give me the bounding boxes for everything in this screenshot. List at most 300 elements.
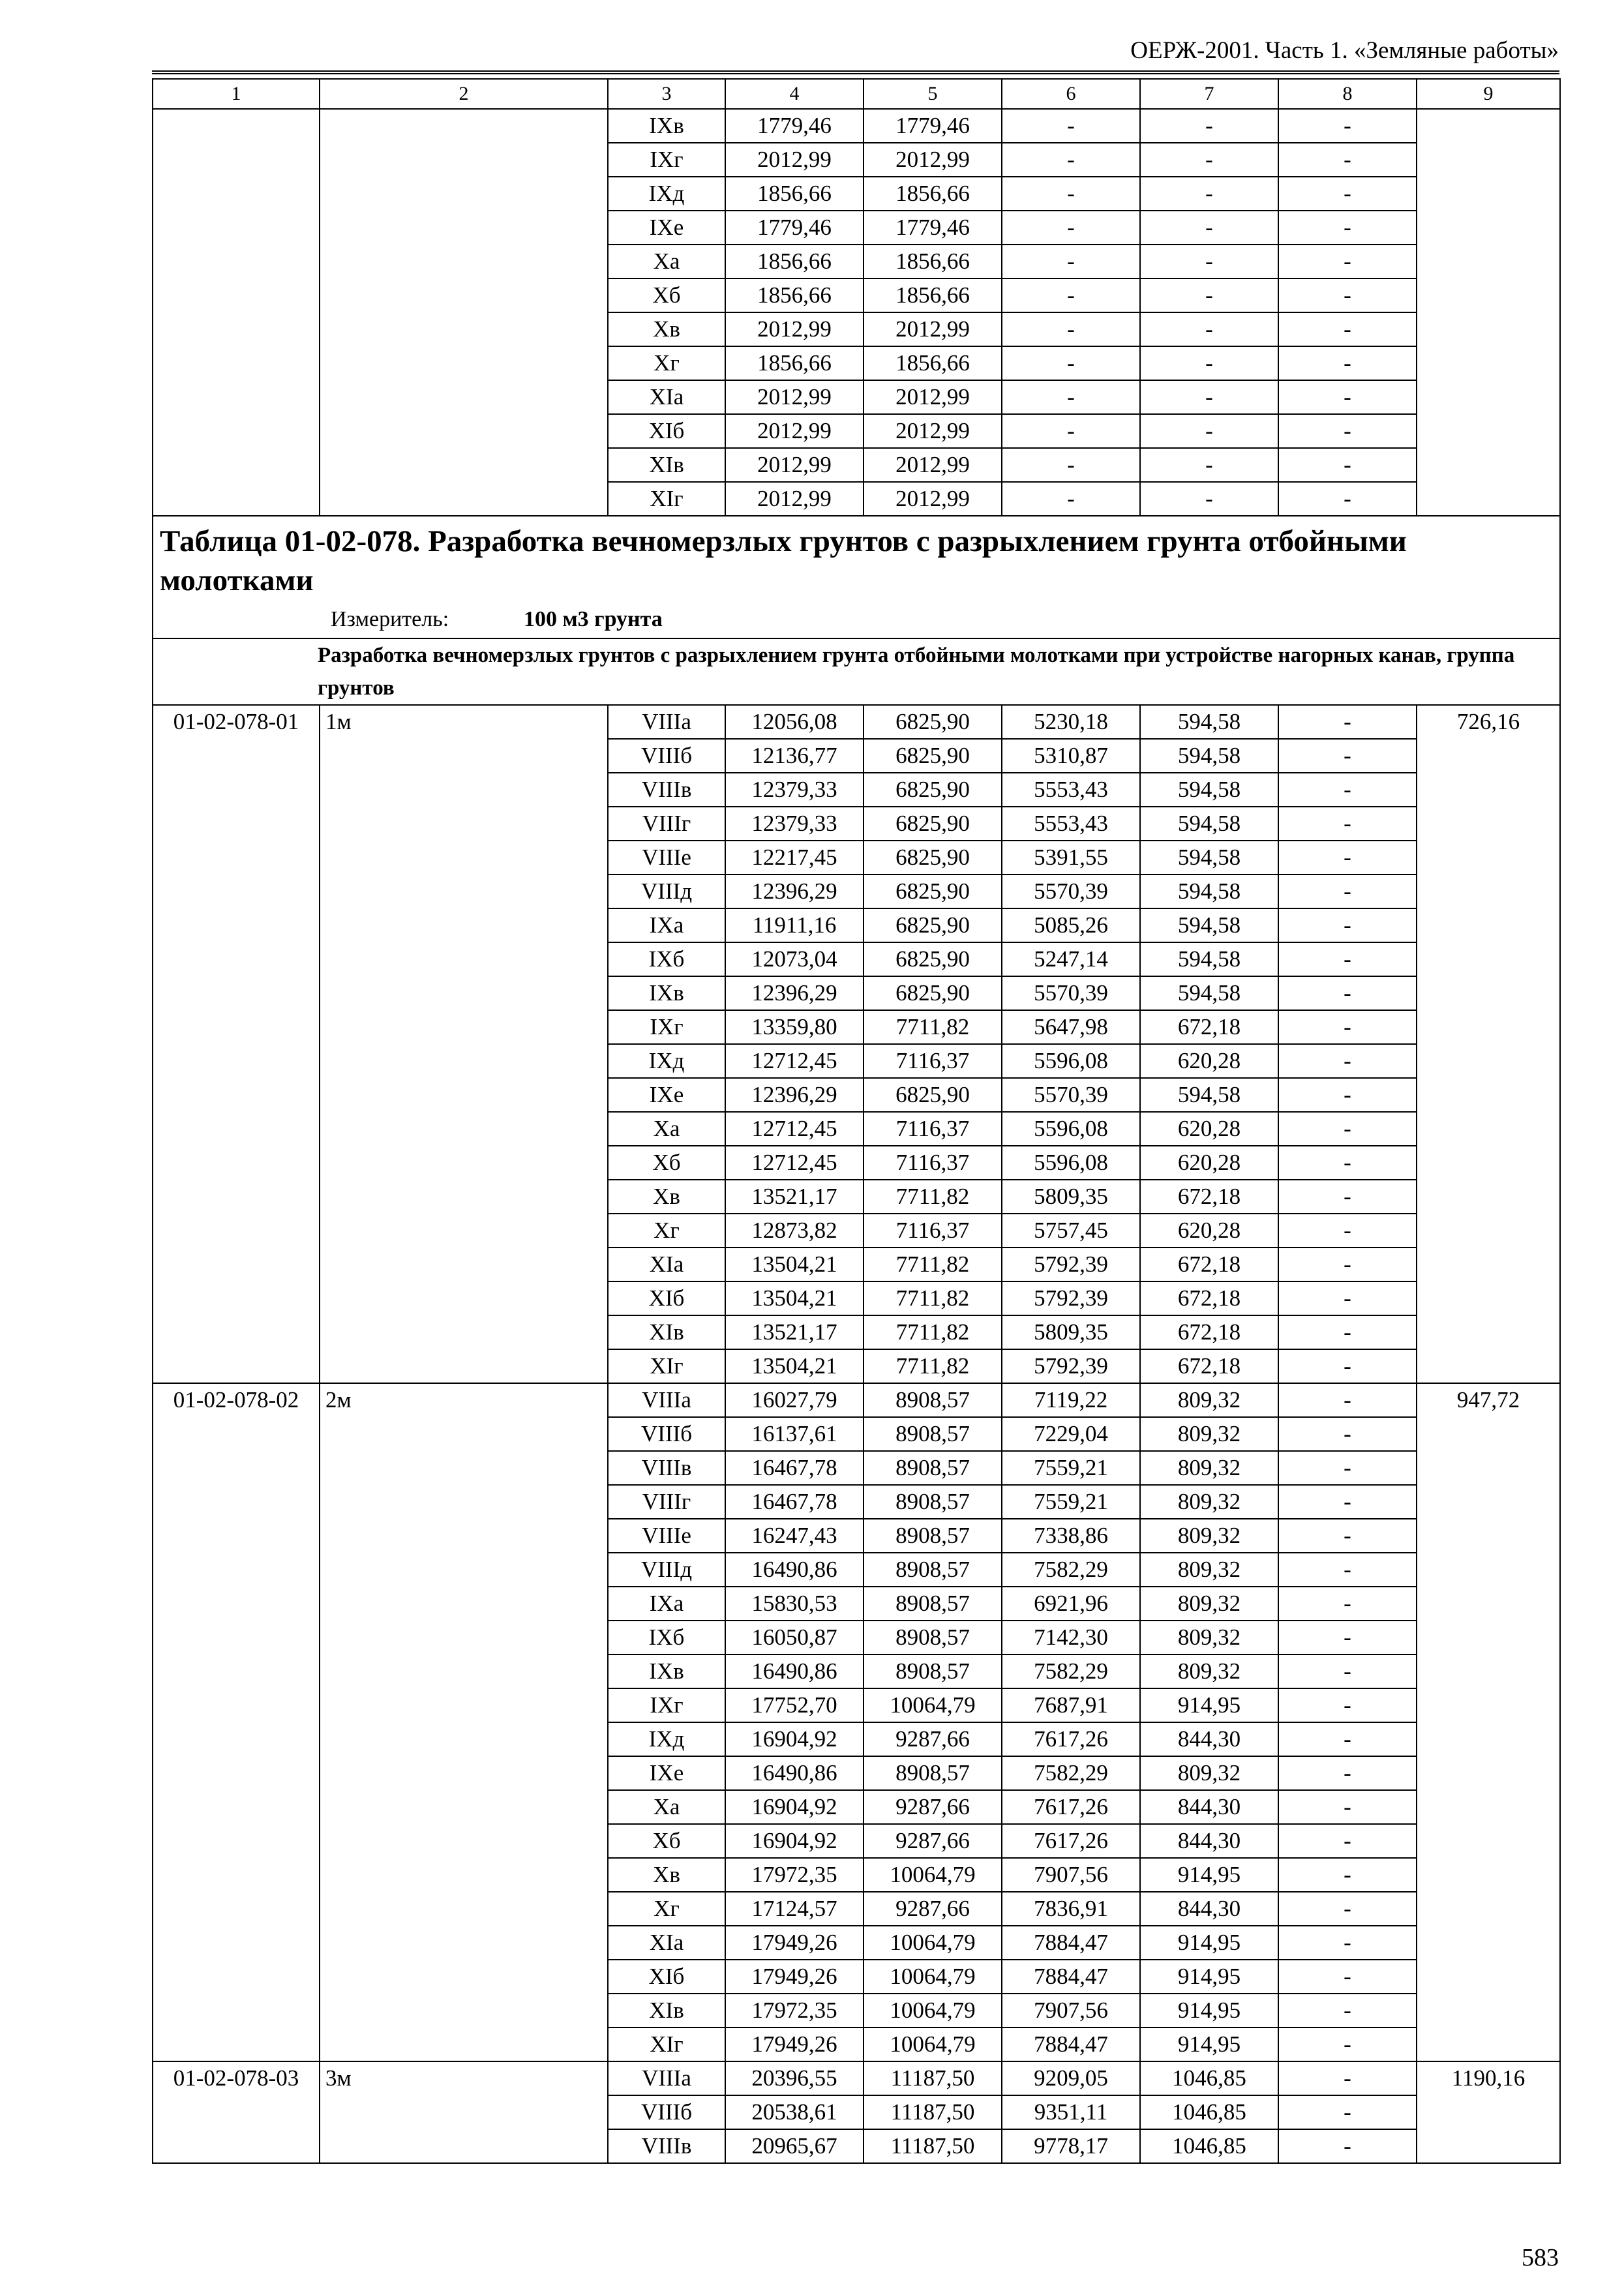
value-cell: 11911,16 bbox=[725, 908, 864, 942]
value-cell: - bbox=[1278, 1926, 1417, 1960]
value-cell: 5247,14 bbox=[1002, 942, 1140, 976]
value-cell: - bbox=[1140, 177, 1278, 211]
value-cell: 914,95 bbox=[1140, 1926, 1278, 1960]
value-cell: 7582,29 bbox=[1002, 1756, 1140, 1790]
value-cell: - bbox=[1002, 414, 1140, 448]
value-cell: 594,58 bbox=[1140, 942, 1278, 976]
value-cell: 2012,99 bbox=[725, 414, 864, 448]
soil-group-cell: XIб bbox=[608, 1960, 725, 1994]
table-row bbox=[153, 705, 1560, 739]
soil-group-cell: VIIIв bbox=[608, 773, 725, 807]
value-cell: 17972,35 bbox=[725, 1858, 864, 1892]
meter-value: 100 м3 грунта bbox=[524, 607, 663, 631]
value-cell: 594,58 bbox=[1140, 841, 1278, 875]
value-cell: 16050,87 bbox=[725, 1621, 864, 1654]
soil-group-cell: VIIIд bbox=[608, 1553, 725, 1587]
rates-table bbox=[152, 78, 1561, 2164]
column-number: 3 bbox=[608, 79, 725, 109]
value-cell: 844,30 bbox=[1140, 1722, 1278, 1756]
value-cell: 7116,37 bbox=[864, 1044, 1002, 1078]
soil-group-cell: IXг bbox=[608, 1688, 725, 1722]
value-cell: 12396,29 bbox=[725, 875, 864, 908]
value-cell: - bbox=[1278, 1587, 1417, 1621]
value-cell: 13504,21 bbox=[725, 1248, 864, 1281]
value-cell: - bbox=[1140, 380, 1278, 414]
value-cell: 809,32 bbox=[1140, 1654, 1278, 1688]
table-row bbox=[153, 1383, 1560, 1417]
value-cell: 6825,90 bbox=[864, 739, 1002, 773]
value-cell: 7617,26 bbox=[1002, 1790, 1140, 1824]
value-cell: 1779,46 bbox=[864, 109, 1002, 143]
value-cell: - bbox=[1278, 976, 1417, 1010]
value-cell: 594,58 bbox=[1140, 739, 1278, 773]
value-cell: 844,30 bbox=[1140, 1790, 1278, 1824]
value-cell: - bbox=[1140, 278, 1278, 312]
soil-group-cell: IXб bbox=[608, 942, 725, 976]
soil-group-cell: VIIIб bbox=[608, 2095, 725, 2129]
value-cell: 5792,39 bbox=[1002, 1349, 1140, 1383]
value-cell: - bbox=[1002, 380, 1140, 414]
value-cell: 12073,04 bbox=[725, 942, 864, 976]
rate-code: 01-02-078-02 bbox=[153, 1383, 320, 2061]
value-cell: 7884,47 bbox=[1002, 1926, 1140, 1960]
value-cell: - bbox=[1278, 1654, 1417, 1688]
table-row bbox=[153, 109, 1560, 143]
soil-group-cell: IXе bbox=[608, 1078, 725, 1112]
value-cell: 16027,79 bbox=[725, 1383, 864, 1417]
value-cell: 2012,99 bbox=[864, 380, 1002, 414]
value-cell: 594,58 bbox=[1140, 807, 1278, 841]
value-cell: - bbox=[1278, 1790, 1417, 1824]
value-cell: 7907,56 bbox=[1002, 1858, 1140, 1892]
value-cell: - bbox=[1002, 278, 1140, 312]
column-number: 7 bbox=[1140, 79, 1278, 109]
value-cell: - bbox=[1278, 1553, 1417, 1587]
value-cell: 9351,11 bbox=[1002, 2095, 1140, 2129]
table-title: Таблица 01-02-078. Разработка вечномерзлых грунтов с разрыхлением грунта отбойными молотками bbox=[160, 524, 1407, 597]
value-cell: - bbox=[1278, 1248, 1417, 1281]
soil-group-cell: IXе bbox=[608, 211, 725, 245]
value-cell: 7907,56 bbox=[1002, 1994, 1140, 2027]
value-cell: 20538,61 bbox=[725, 2095, 864, 2129]
value-cell: - bbox=[1278, 1180, 1417, 1214]
rate-code: 01-02-078-01 bbox=[153, 705, 320, 1383]
value-cell: 7559,21 bbox=[1002, 1485, 1140, 1519]
value-cell: 809,32 bbox=[1140, 1451, 1278, 1485]
soil-group-cell: IXв bbox=[608, 109, 725, 143]
value-cell: - bbox=[1278, 1044, 1417, 1078]
value-cell: 7116,37 bbox=[864, 1146, 1002, 1180]
value-cell: 1779,46 bbox=[725, 109, 864, 143]
soil-group-cell: Xв bbox=[608, 1858, 725, 1892]
value-cell: - bbox=[1278, 1892, 1417, 1926]
value-cell: 10064,79 bbox=[864, 1994, 1002, 2027]
value-cell: 7884,47 bbox=[1002, 1960, 1140, 1994]
value-cell: 16247,43 bbox=[725, 1519, 864, 1553]
value-cell: 7711,82 bbox=[864, 1315, 1002, 1349]
value-cell: 1046,85 bbox=[1140, 2129, 1278, 2163]
value-cell: 809,32 bbox=[1140, 1553, 1278, 1587]
value-cell: - bbox=[1278, 1078, 1417, 1112]
value-cell: 672,18 bbox=[1140, 1281, 1278, 1315]
value-cell: - bbox=[1278, 482, 1417, 516]
value-cell: - bbox=[1278, 414, 1417, 448]
value-cell: 7116,37 bbox=[864, 1214, 1002, 1248]
soil-group-cell: XIг bbox=[608, 1349, 725, 1383]
table-body bbox=[153, 79, 1560, 2163]
value-cell: 17949,26 bbox=[725, 2027, 864, 2061]
value-cell: 8908,57 bbox=[864, 1383, 1002, 1417]
value-cell: 1046,85 bbox=[1140, 2095, 1278, 2129]
value-cell: 6825,90 bbox=[864, 942, 1002, 976]
value-cell: - bbox=[1278, 380, 1417, 414]
value-cell: - bbox=[1278, 1519, 1417, 1553]
value-cell: 9778,17 bbox=[1002, 2129, 1140, 2163]
soil-group-cell: XIб bbox=[608, 1281, 725, 1315]
value-cell: - bbox=[1278, 1112, 1417, 1146]
soil-group-cell: Xг bbox=[608, 346, 725, 380]
value-cell: 5757,45 bbox=[1002, 1214, 1140, 1248]
value-cell: - bbox=[1278, 875, 1417, 908]
value-cell: 13521,17 bbox=[725, 1315, 864, 1349]
value-cell: 914,95 bbox=[1140, 1688, 1278, 1722]
value-cell: - bbox=[1278, 278, 1417, 312]
value-cell: - bbox=[1278, 346, 1417, 380]
value-cell: 7711,82 bbox=[864, 1248, 1002, 1281]
rate-name: 1м bbox=[320, 705, 608, 1383]
value-cell: - bbox=[1002, 143, 1140, 177]
value-cell: 10064,79 bbox=[864, 2027, 1002, 2061]
value-cell: 6825,90 bbox=[864, 841, 1002, 875]
value-cell: 844,30 bbox=[1140, 1892, 1278, 1926]
value-cell: - bbox=[1140, 346, 1278, 380]
rate-name: 2м bbox=[320, 1383, 608, 2061]
value-cell: - bbox=[1278, 1010, 1417, 1044]
soil-group-cell: Xа bbox=[608, 1112, 725, 1146]
value-cell: 672,18 bbox=[1140, 1248, 1278, 1281]
value-cell: 1856,66 bbox=[725, 346, 864, 380]
section-title: Разработка вечномерзлых грунтов с разрыхлением грунта отбойными молотками при устройстве нагорных канав, группа грунтов bbox=[153, 638, 1560, 705]
value-cell: 6825,90 bbox=[864, 773, 1002, 807]
value-cell: 7338,86 bbox=[1002, 1519, 1140, 1553]
value-cell: 7711,82 bbox=[864, 1349, 1002, 1383]
value-cell: 672,18 bbox=[1140, 1180, 1278, 1214]
value-cell: 2012,99 bbox=[864, 482, 1002, 516]
value-cell: 9287,66 bbox=[864, 1790, 1002, 1824]
value-cell: 844,30 bbox=[1140, 1824, 1278, 1858]
table-title-cell bbox=[153, 516, 1560, 638]
value-cell: 7142,30 bbox=[1002, 1621, 1140, 1654]
value-cell: 5647,98 bbox=[1002, 1010, 1140, 1044]
value-cell: 7582,29 bbox=[1002, 1553, 1140, 1587]
value-cell: 16904,92 bbox=[725, 1722, 864, 1756]
name-cell-empty bbox=[320, 109, 608, 516]
value-cell: - bbox=[1140, 448, 1278, 482]
value-cell: - bbox=[1278, 1349, 1417, 1383]
soil-group-cell: XIа bbox=[608, 1926, 725, 1960]
value-cell: - bbox=[1278, 2061, 1417, 2095]
soil-group-cell: VIIIб bbox=[608, 739, 725, 773]
value-cell: 5809,35 bbox=[1002, 1180, 1140, 1214]
value-cell: - bbox=[1278, 807, 1417, 841]
value-cell: 16904,92 bbox=[725, 1824, 864, 1858]
value-cell: - bbox=[1002, 177, 1140, 211]
value-cell: 11187,50 bbox=[864, 2129, 1002, 2163]
value-cell: 594,58 bbox=[1140, 773, 1278, 807]
soil-group-cell: VIIIе bbox=[608, 1519, 725, 1553]
value-cell: 6825,90 bbox=[864, 705, 1002, 739]
soil-group-cell: IXб bbox=[608, 1621, 725, 1654]
value-cell: 6825,90 bbox=[864, 976, 1002, 1010]
value-cell: 672,18 bbox=[1140, 1349, 1278, 1383]
code-cell-empty bbox=[153, 109, 320, 516]
value-cell: 7711,82 bbox=[864, 1010, 1002, 1044]
value-cell: 2012,99 bbox=[864, 143, 1002, 177]
value-cell: - bbox=[1278, 1281, 1417, 1315]
soil-group-cell: VIIIв bbox=[608, 1451, 725, 1485]
soil-group-cell: Xб bbox=[608, 278, 725, 312]
value-cell: 12873,82 bbox=[725, 1214, 864, 1248]
column-number: 2 bbox=[320, 79, 608, 109]
soil-group-cell: Xб bbox=[608, 1824, 725, 1858]
value-cell: 5570,39 bbox=[1002, 1078, 1140, 1112]
value-cell: 1856,66 bbox=[864, 245, 1002, 278]
soil-group-cell: IXе bbox=[608, 1756, 725, 1790]
value-cell: 5391,55 bbox=[1002, 841, 1140, 875]
value-cell: 7116,37 bbox=[864, 1112, 1002, 1146]
value-cell: - bbox=[1140, 143, 1278, 177]
value-cell: - bbox=[1278, 1994, 1417, 2027]
value-cell: - bbox=[1278, 1824, 1417, 1858]
value-cell: 5792,39 bbox=[1002, 1281, 1140, 1315]
value-cell: 8908,57 bbox=[864, 1519, 1002, 1553]
soil-group-cell: XIв bbox=[608, 448, 725, 482]
value-cell: 9209,05 bbox=[1002, 2061, 1140, 2095]
value-cell: 672,18 bbox=[1140, 1010, 1278, 1044]
value-cell: 13359,80 bbox=[725, 1010, 864, 1044]
value-cell: - bbox=[1278, 2095, 1417, 2129]
value-cell: - bbox=[1278, 773, 1417, 807]
value-cell: - bbox=[1278, 1451, 1417, 1485]
soil-group-cell: IXв bbox=[608, 976, 725, 1010]
value-cell: 2012,99 bbox=[864, 414, 1002, 448]
value-cell: 12379,33 bbox=[725, 807, 864, 841]
rate-code: 01-02-078-03 bbox=[153, 2061, 320, 2163]
value-cell: 1856,66 bbox=[725, 278, 864, 312]
value-cell: 12217,45 bbox=[725, 841, 864, 875]
value-cell: 12056,08 bbox=[725, 705, 864, 739]
value-cell: 5596,08 bbox=[1002, 1146, 1140, 1180]
soil-group-cell: Xа bbox=[608, 1790, 725, 1824]
soil-group-cell: VIIIд bbox=[608, 875, 725, 908]
value-cell: - bbox=[1278, 942, 1417, 976]
value-cell: 8908,57 bbox=[864, 1756, 1002, 1790]
value-cell: 914,95 bbox=[1140, 1960, 1278, 1994]
value-cell: 7559,21 bbox=[1002, 1451, 1140, 1485]
value-cell: - bbox=[1140, 109, 1278, 143]
value-cell: 20396,55 bbox=[725, 2061, 864, 2095]
value-cell: 15830,53 bbox=[725, 1587, 864, 1621]
value-cell: 6825,90 bbox=[864, 807, 1002, 841]
value-cell: 1856,66 bbox=[725, 245, 864, 278]
value-cell: 7617,26 bbox=[1002, 1722, 1140, 1756]
value-cell: 5310,87 bbox=[1002, 739, 1140, 773]
value-cell: 1856,66 bbox=[864, 278, 1002, 312]
header-rule bbox=[152, 70, 1559, 74]
soil-group-cell: Xг bbox=[608, 1214, 725, 1248]
value-cell: 7711,82 bbox=[864, 1180, 1002, 1214]
column-number: 1 bbox=[153, 79, 320, 109]
value-cell: 8908,57 bbox=[864, 1451, 1002, 1485]
value-cell: 1779,46 bbox=[725, 211, 864, 245]
value-cell: 1046,85 bbox=[1140, 2061, 1278, 2095]
soil-group-cell: XIг bbox=[608, 482, 725, 516]
column-number: 4 bbox=[725, 79, 864, 109]
value-cell: - bbox=[1278, 1146, 1417, 1180]
soil-group-cell: VIIIг bbox=[608, 807, 725, 841]
meter-line bbox=[331, 604, 1553, 635]
value-cell: 9287,66 bbox=[864, 1892, 1002, 1926]
value-cell: 5596,08 bbox=[1002, 1112, 1140, 1146]
column-number: 9 bbox=[1417, 79, 1560, 109]
value-cell: - bbox=[1278, 211, 1417, 245]
value-cell: 17972,35 bbox=[725, 1994, 864, 2027]
meter-label: Измеритель: bbox=[331, 607, 449, 631]
value-cell: - bbox=[1002, 482, 1140, 516]
soil-group-cell: XIг bbox=[608, 2027, 725, 2061]
value-cell: 17949,26 bbox=[725, 1960, 864, 1994]
value-cell: 13521,17 bbox=[725, 1180, 864, 1214]
value-cell: 1856,66 bbox=[864, 177, 1002, 211]
value-cell: - bbox=[1278, 1960, 1417, 1994]
soil-group-cell: XIа bbox=[608, 380, 725, 414]
value-cell: 7884,47 bbox=[1002, 2027, 1140, 2061]
value-cell: 5553,43 bbox=[1002, 807, 1140, 841]
value-cell: 12379,33 bbox=[725, 773, 864, 807]
value-cell: 16490,86 bbox=[725, 1756, 864, 1790]
value-cell: 1779,46 bbox=[864, 211, 1002, 245]
value-cell: - bbox=[1002, 346, 1140, 380]
value-cell: - bbox=[1278, 1315, 1417, 1349]
value-cell: 594,58 bbox=[1140, 908, 1278, 942]
value-cell: 8908,57 bbox=[864, 1417, 1002, 1451]
value-cell: 594,58 bbox=[1140, 1078, 1278, 1112]
value-cell: 809,32 bbox=[1140, 1621, 1278, 1654]
value-cell: 620,28 bbox=[1140, 1044, 1278, 1078]
value-cell: 16467,78 bbox=[725, 1485, 864, 1519]
value-cell: - bbox=[1002, 109, 1140, 143]
value-cell: 5085,26 bbox=[1002, 908, 1140, 942]
value-cell: 9287,66 bbox=[864, 1722, 1002, 1756]
column-number: 5 bbox=[864, 79, 1002, 109]
value-cell: 672,18 bbox=[1140, 1315, 1278, 1349]
value-cell: - bbox=[1278, 908, 1417, 942]
col9-value: 726,16 bbox=[1417, 705, 1560, 1383]
value-cell: - bbox=[1278, 143, 1417, 177]
table-title-row bbox=[153, 516, 1560, 638]
value-cell: 7687,91 bbox=[1002, 1688, 1140, 1722]
col9-value: 947,72 bbox=[1417, 1383, 1560, 2061]
value-cell: 5570,39 bbox=[1002, 976, 1140, 1010]
value-cell: 620,28 bbox=[1140, 1112, 1278, 1146]
value-cell: 7711,82 bbox=[864, 1281, 1002, 1315]
value-cell: 2012,99 bbox=[725, 380, 864, 414]
value-cell: - bbox=[1278, 1417, 1417, 1451]
value-cell: - bbox=[1140, 245, 1278, 278]
soil-group-cell: VIIIа bbox=[608, 1383, 725, 1417]
value-cell: 5553,43 bbox=[1002, 773, 1140, 807]
section-row bbox=[153, 638, 1560, 705]
value-cell: 2012,99 bbox=[725, 143, 864, 177]
value-cell: 809,32 bbox=[1140, 1485, 1278, 1519]
value-cell: - bbox=[1002, 312, 1140, 346]
value-cell: 10064,79 bbox=[864, 1926, 1002, 1960]
value-cell: 5570,39 bbox=[1002, 875, 1140, 908]
value-cell: 16490,86 bbox=[725, 1654, 864, 1688]
soil-group-cell: VIIIе bbox=[608, 841, 725, 875]
value-cell: - bbox=[1278, 245, 1417, 278]
value-cell: - bbox=[1278, 1858, 1417, 1892]
value-cell: 809,32 bbox=[1140, 1383, 1278, 1417]
value-cell: 7582,29 bbox=[1002, 1654, 1140, 1688]
value-cell: 594,58 bbox=[1140, 705, 1278, 739]
value-cell: 914,95 bbox=[1140, 2027, 1278, 2061]
rate-name: 3м bbox=[320, 2061, 608, 2163]
value-cell: 11187,50 bbox=[864, 2061, 1002, 2095]
soil-group-cell: IXв bbox=[608, 1654, 725, 1688]
value-cell: - bbox=[1278, 841, 1417, 875]
value-cell: - bbox=[1278, 1688, 1417, 1722]
value-cell: 16490,86 bbox=[725, 1553, 864, 1587]
value-cell: - bbox=[1278, 2129, 1417, 2163]
soil-group-cell: Xа bbox=[608, 245, 725, 278]
table-row bbox=[153, 2061, 1560, 2095]
value-cell: 1856,66 bbox=[725, 177, 864, 211]
value-cell: 12396,29 bbox=[725, 1078, 864, 1112]
soil-group-cell: XIа bbox=[608, 1248, 725, 1281]
value-cell: - bbox=[1278, 739, 1417, 773]
value-cell: 12712,45 bbox=[725, 1146, 864, 1180]
value-cell: - bbox=[1002, 211, 1140, 245]
soil-group-cell: IXа bbox=[608, 1587, 725, 1621]
value-cell: 2012,99 bbox=[725, 482, 864, 516]
value-cell: 594,58 bbox=[1140, 875, 1278, 908]
value-cell: - bbox=[1278, 1756, 1417, 1790]
value-cell: 1856,66 bbox=[864, 346, 1002, 380]
value-cell: 809,32 bbox=[1140, 1519, 1278, 1553]
value-cell: 12712,45 bbox=[725, 1044, 864, 1078]
value-cell: 16904,92 bbox=[725, 1790, 864, 1824]
value-cell: 10064,79 bbox=[864, 1688, 1002, 1722]
value-cell: 12396,29 bbox=[725, 976, 864, 1010]
value-cell: - bbox=[1140, 211, 1278, 245]
col9-value: 1190,16 bbox=[1417, 2061, 1560, 2163]
value-cell: 7836,91 bbox=[1002, 1892, 1140, 1926]
value-cell: 914,95 bbox=[1140, 1994, 1278, 2027]
soil-group-cell: Xг bbox=[608, 1892, 725, 1926]
value-cell: 17949,26 bbox=[725, 1926, 864, 1960]
soil-group-cell: IXг bbox=[608, 143, 725, 177]
value-cell: 9287,66 bbox=[864, 1824, 1002, 1858]
value-cell: - bbox=[1278, 1214, 1417, 1248]
value-cell: 16137,61 bbox=[725, 1417, 864, 1451]
value-cell: 6825,90 bbox=[864, 875, 1002, 908]
value-cell: 20965,67 bbox=[725, 2129, 864, 2163]
page-number: 583 bbox=[1522, 2244, 1559, 2271]
value-cell: 5230,18 bbox=[1002, 705, 1140, 739]
value-cell: 6825,90 bbox=[864, 1078, 1002, 1112]
soil-group-cell: IXд bbox=[608, 1722, 725, 1756]
